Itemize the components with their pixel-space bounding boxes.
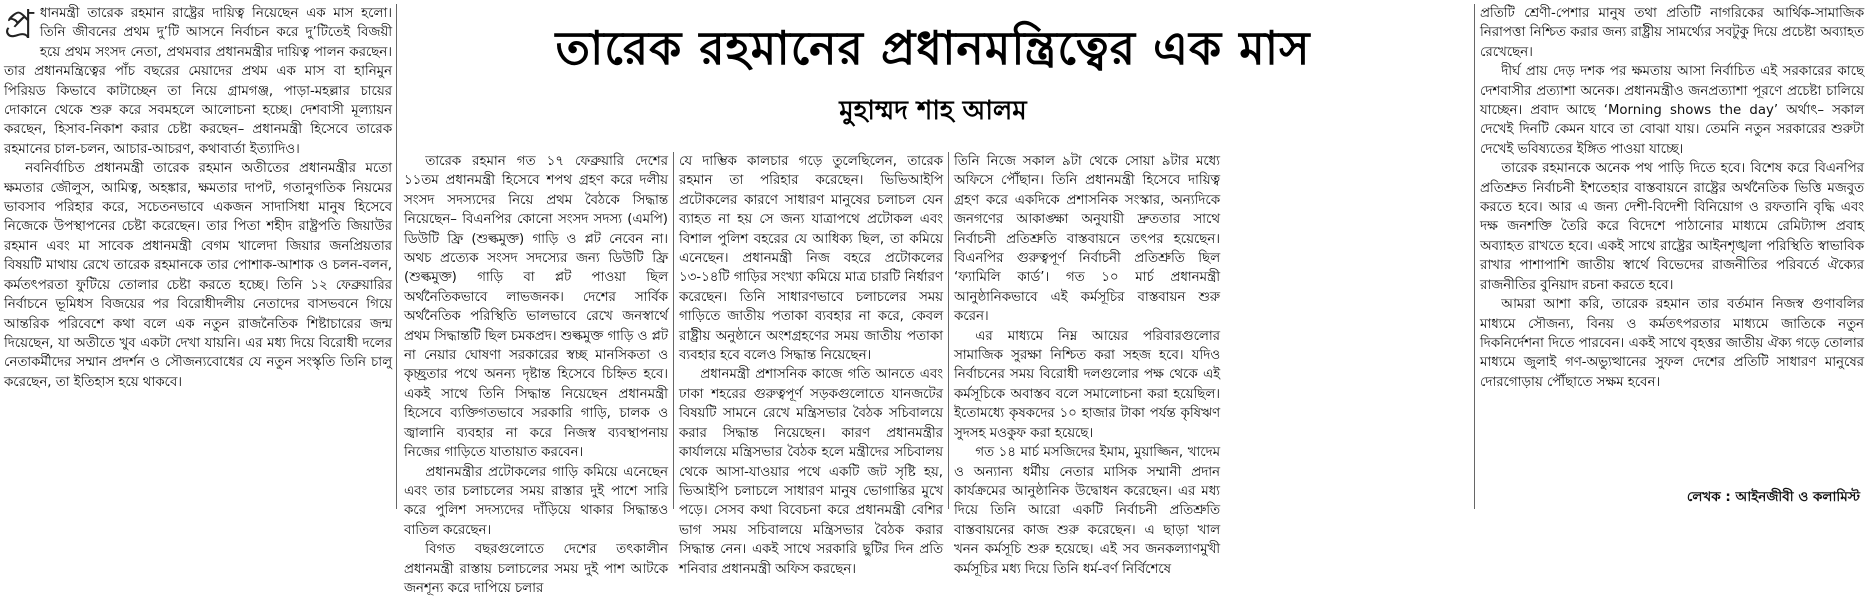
paragraph: নবনির্বাচিত প্রধানমন্ত্রী তারেক রহমান অতীতের প্রধানমন্ত্রীর মতো ক্ষমতার জৌলুস, আমিত্ব, অহঙ্কার, ক্ষমতার দাপট, গতানুগতিক নিয়মের ভাবসাব পরিহার করে, সচেতনভাবে একজন সাদাসিধা মানুষ হিসেবে নিজেকে উপস্থাপনের চেষ্টা করেছেন। তার পিতা শহীদ রাষ্ট্রপতি জিয়াউর রহমান এবং মা সাবেক প্রধানমন্ত্রী বেগম খালেদা জিয়ার জনপ্রিয়তার বিষয়টি মাথায় রেখে তারেক রহমানকে তার পোশাক-আশাক ও চলন-বলন, কর্মতৎপরতা ফুটিয়ে তোলার চেষ্টা করতে হচ্ছে। তিনি ১২ ফেব্রুয়ারির নির্বাচনে ভূমিধস বিজয়ের পর বিরোধীদলীয় নেতাদের বাসভবনে গিয়ে আন্তরিক পরিবেশে কথা বলে এক নতুন রাজনৈতিক শিষ্টাচারের জন্ম দিয়েছেন, যা অতীতে খুব একটা দেখা যায়নি। এর মধ্য দিয়ে বিরোধী দলের নেতাকর্মীদের সম্মান প্রদর্শন ও সৌজন্যবোধের যে নতুন সংস্কৃতি তিনি চালু করেছেন, তা ইতিহাস হয়ে থাকবে। [4,161,392,390]
article-column-1 [4,4,392,509]
column-divider [396,4,397,509]
article-column-5 [1480,4,1864,488]
paragraph: আমরা আশা করি, তারেক রহমান তার বর্তমান নিজস্ব গুণাবলির মাধ্যমে সৌজন্য, বিনয় ও কর্মতৎপরতার মাধ্যমে জাতিকে নতুন দিকনির্দেশনা দিতে পারবেন। একই সাথে বৃহত্তর জাতীয় ঐক্য গড়ে তোলার মাধ্যমে জুলাই গণ-অভ্যুত্থানের সুফল দেশের প্রতিটি সাধারণ মানুষের দোরগোড়ায় পৌঁছাতে সক্ষম হবেন। [1480,297,1864,390]
paragraph: তারেক রহমান গত ১৭ ফেব্রুয়ারি দেশের ১১তম প্রধানমন্ত্রী হিসেবে শপথ গ্রহণ করে দলীয় সংসদ সদস্যদের নিয়ে প্রথম বৈঠকে সিদ্ধান্ত নিয়েছেন– বিএনপির কোনো সংসদ সদস্য (এমপি) ডিউটি ফ্রি (শুল্কমুক্ত) গাড়ি ও প্লট নেবেন না। অথচ প্রত্যেক সংসদ সদস্যের জন্য ডিউটি ফ্রি (শুল্কমুক্ত) গাড়ি বা প্লট পাওয়া ছিল অর্থনৈতিকভাবে লাভজনক। দেশের সার্বিক অর্থনৈতিক পরিস্থিতি ভালভাবে রেখে জনস্বার্থে প্রথম সিদ্ধান্তটি ছিল চমকপ্রদ। শুল্কমুক্ত গাড়ি ও প্লট না নেয়ার ঘোষণা সরকারের স্বচ্ছ মানসিকতা ও কৃচ্ছ্রতার পথে অনন্য দৃষ্টান্ত হিসেবে চিহ্নিত হবে। একই সাথে তিনি সিদ্ধান্ত নিয়েছেন প্রধানমন্ত্রী হিসেবে ব্যক্তিগতভাবে সরকারি গাড়ি, চালক ও জ্বালানি ব্যবহার না করে নিজস্ব ব্যবস্থাপনায় নিজের গাড়িতে যাতায়াত করবেন। [404,154,668,461]
paragraph: দীর্ঘ প্রায় দেড় দশক পর ক্ষমতায় আসা নির্বাচিত এই সরকারের কাছে দেশবাসীর প্রত্যাশা অনেক। প্রধানমন্ত্রীও জনপ্রত্যাশা পূরণে প্রচেষ্টা চালিয়ে যাচ্ছেন। প্রবাদ আছে ‘Morning shows the day’ অর্থাৎ– সকাল দেখেই দিনটি কেমন যাবে তা বোঝা যায়। তেমনি নতুন সরকারের শুরুটা দেখেই ভবিষ্যতের ইঙ্গিত পাওয়া যাচ্ছে। [1480,64,1864,157]
paragraph: ধানমন্ত্রী তারেক রহমান রাষ্ট্রের দায়িত্ব নিয়েছেন এক মাস হলো। তিনি জীবনের প্রথম দু’টি আসনে নির্বাচন করে দু’টিতেই বিজয়ী হয়ে প্রথম সংসদ নেতা, প্রথমবার প্রধানমন্ত্রীর দায়িত্ব পালন করছেন। তার প্রধানমন্ত্রিত্বের পাঁচ বছরের মেয়াদের প্রথম এক মাস বা হানিমুন পিরিয়ড কিভাবে কাটাচ্ছেন তা নিয়ে গ্রামগঞ্জ, পাড়া-মহল্লার চায়ের দোকানে থেকে শুরু করে সবমহলে আলোচনা হচ্ছে। দেশবাসী মূল্যায়ন করছেন, হিসাব-নিকাশ করার চেষ্টা করছেন– প্রধানমন্ত্রী হিসেবে তারেক রহমানের চাল-চলন, আচার-আচরণ, কথাবার্তা ইত্যাদিও। [4,6,392,157]
headline: তারেক রহমানের প্রধানমন্ত্রিত্বের এক মাস [555,21,1311,75]
paragraph: তিনি নিজে সকাল ৯টা থেকে সোয়া ৯টার মধ্যে অফিসে পৌঁছান। তিনি প্রধানমন্ত্রী হিসেবে দায়িত্ব গ্রহণ করে একদিকে প্রশাসনিক সংস্কার, অন্যদিকে জনগণের আকাঙ্ক্ষা অনুযায়ী দ্রুততার সাথে নির্বাচনী প্রতিশ্রুতি বাস্তবায়নে তৎপর হয়েছেন। বিএনপির গুরুত্বপূর্ণ নির্বাচনী প্রতিশ্রুতি ছিল ‘ফ্যামিলি কার্ড’। গত ১০ মার্চ প্রধানমন্ত্রী আনুষ্ঠানিকভাবে এই কর্মসূচির বাস্তবায়ন শুরু করেন। [954,154,1220,325]
paragraph: এর মাধ্যমে নিম্ন আয়ের পরিবারগুলোর সামাজিক সুরক্ষা নিশ্চিত করা সহজ হবে। যদিও নির্বাচনের সময় বিরোধী দলগুলোর পক্ষ থেকে এই কর্মসূচিকে অবাস্তব বলে সমালোচনা করা হয়েছিল। ইতোমধ্যে কৃষকদের ১০ হাজার টাকা পর্যন্ত কৃষিঋণ সুদসহ মওকুফ করা হয়েছে। [954,328,1220,441]
article-column-3 [679,152,943,577]
dropcap: প্র [4,2,34,48]
author-note: লেখক : আইনজীবী ও কলামিস্ট [1686,489,1860,505]
column-divider [1474,4,1475,509]
column-divider [948,152,949,509]
column-divider [673,152,674,509]
paragraph: গত ১৪ মার্চ মসজিদের ইমাম, মুয়াজ্জিন, খাদেম ও অন্যান্য ধর্মীয় নেতার মাসিক সম্মানী প্রদান কার্যক্রমের আনুষ্ঠানিক উদ্বোধন করেছেন। এর মধ্য দিয়ে তিনি আরো একটি নির্বাচনী প্রতিশ্রুতি বাস্তবায়নের কাজ শুরু করেছেন। এ ছাড়া খাল খনন কর্মসূচি শুরু হয়েছে। এই সব জনকল্যাণমুখী কর্মসূচির মধ্য দিয়ে তিনি ধর্ম-বর্ণ নির্বিশেষে [954,445,1220,577]
paragraph: যে দাম্ভিক কালচার গড়ে তুলেছিলেন, তারেক রহমান তা পরিহার করেছেন। ভিভিআইপি প্রটোকলের কারণে সাধারণ মানুষের চলাচল যেন ব্যাহত না হয় সে জন্য যাত্রাপথে প্রটোকল এবং বিশাল পুলিশ বহরের যে আধিক্য ছিল, তা কমিয়ে এনেছেন। প্রধানমন্ত্রী নিজ বহরে প্রটোকলের ১৩-১৪টি গাড়ির সংখ্যা কমিয়ে মাত্র চারটি নির্ধারণ করেছেন। তিনি সাধারণভাবে চলাচলের সময় গাড়িতে জাতীয় পতাকা ব্যবহার না করে, কেবল রাষ্ট্রীয় অনুষ্ঠানে অংশগ্রহণের সময় জাতীয় পতাকা ব্যবহার হবে বলেও সিদ্ধান্ত নিয়েছেন। [679,154,943,364]
article-column-2 [404,152,668,596]
paragraph: তারেক রহমানকে অনেক পথ পাড়ি দিতে হবে। বিশেষ করে বিএনপির প্রতিশ্রুত নির্বাচনী ইশতেহার বাস্তবায়নে রাষ্ট্রের অর্থনৈতিক ভিত্তি মজবুত করতে হবে। আর এ জন্য দেশী-বিদেশী বিনিয়োগ ও রফতানি বৃদ্ধি এবং দক্ষ জনশক্তি তৈরি করে বিদেশে পাঠানোর মাধ্যমে রেমিট্যান্স প্রবাহ অব্যাহত রাখতে হবে। একই সাথে রাষ্ট্রের আইনশৃঙ্খলা পরিস্থিতি স্বাভাবিক রাখার পাশাপাশি জাতীয় স্বার্থে বিভেদের রাজনীতির পরিবর্তে ঐক্যের রাজনীতির বুনিয়াদ রচনা করতে হবে। [1480,161,1864,293]
paragraph: প্রধানমন্ত্রী প্রশাসনিক কাজে গতি আনতে এবং ঢাকা শহরের গুরুত্বপূর্ণ সড়কগুলোতে যানজটের বিষয়টি সামনে রেখে মন্ত্রিসভার বৈঠক সচিবালয়ে করার সিদ্ধান্ত নিয়েছেন। কারণ প্রধানমন্ত্রীর কার্যালয়ে মন্ত্রিসভার বৈঠক হলে মন্ত্রীদের সচিবালয় থেকে আসা-যাওয়ার পথে একটি জট সৃষ্টি হয়, ভিআইপি চলাচলে সাধারণ মানুষ ভোগান্তির মুখে পড়ে। সেসব কথা বিবেচনা করে প্রধানমন্ত্রী বেশির ভাগ সময় সচিবালয়ে মন্ত্রিসভার বৈঠক করার সিদ্ধান্ত নেন। একই সাথে সরকারি ছুটির দিন প্রতি শনিবার প্রধানমন্ত্রী অফিস করছেন। [679,367,943,577]
byline: মুহাম্মদ শাহ আলম [839,96,1027,126]
paragraph: প্রতিটি শ্রেণী-পেশার মানুষ তথা প্রতিটি নাগরিকের আর্থিক-সামাজিক নিরাপত্তা নিশ্চিত করার জন্য রাষ্ট্রীয় সামর্থ্যের সবটুকু দিয়ে প্রচেষ্টা অব্যাহত রেখেছেন। [1480,6,1864,60]
paragraph: প্রধানমন্ত্রীর প্রটোকলের গাড়ি কমিয়ে এনেছেন এবং তার চলাচলের সময় রাস্তার দুই পাশে সারি করে পুলিশ সদস্যদের দাঁড়িয়ে থাকার সিদ্ধান্তও বাতিল করেছেন। [404,464,668,538]
paragraph: বিগত বছরগুলোতে দেশের তৎকালীন প্রধানমন্ত্রী রাস্তায় চলাচলের সময় দুই পাশ আটকে জনশূন্য করে দাপিয়ে চলার [404,542,668,596]
article-column-4 [954,152,1220,577]
